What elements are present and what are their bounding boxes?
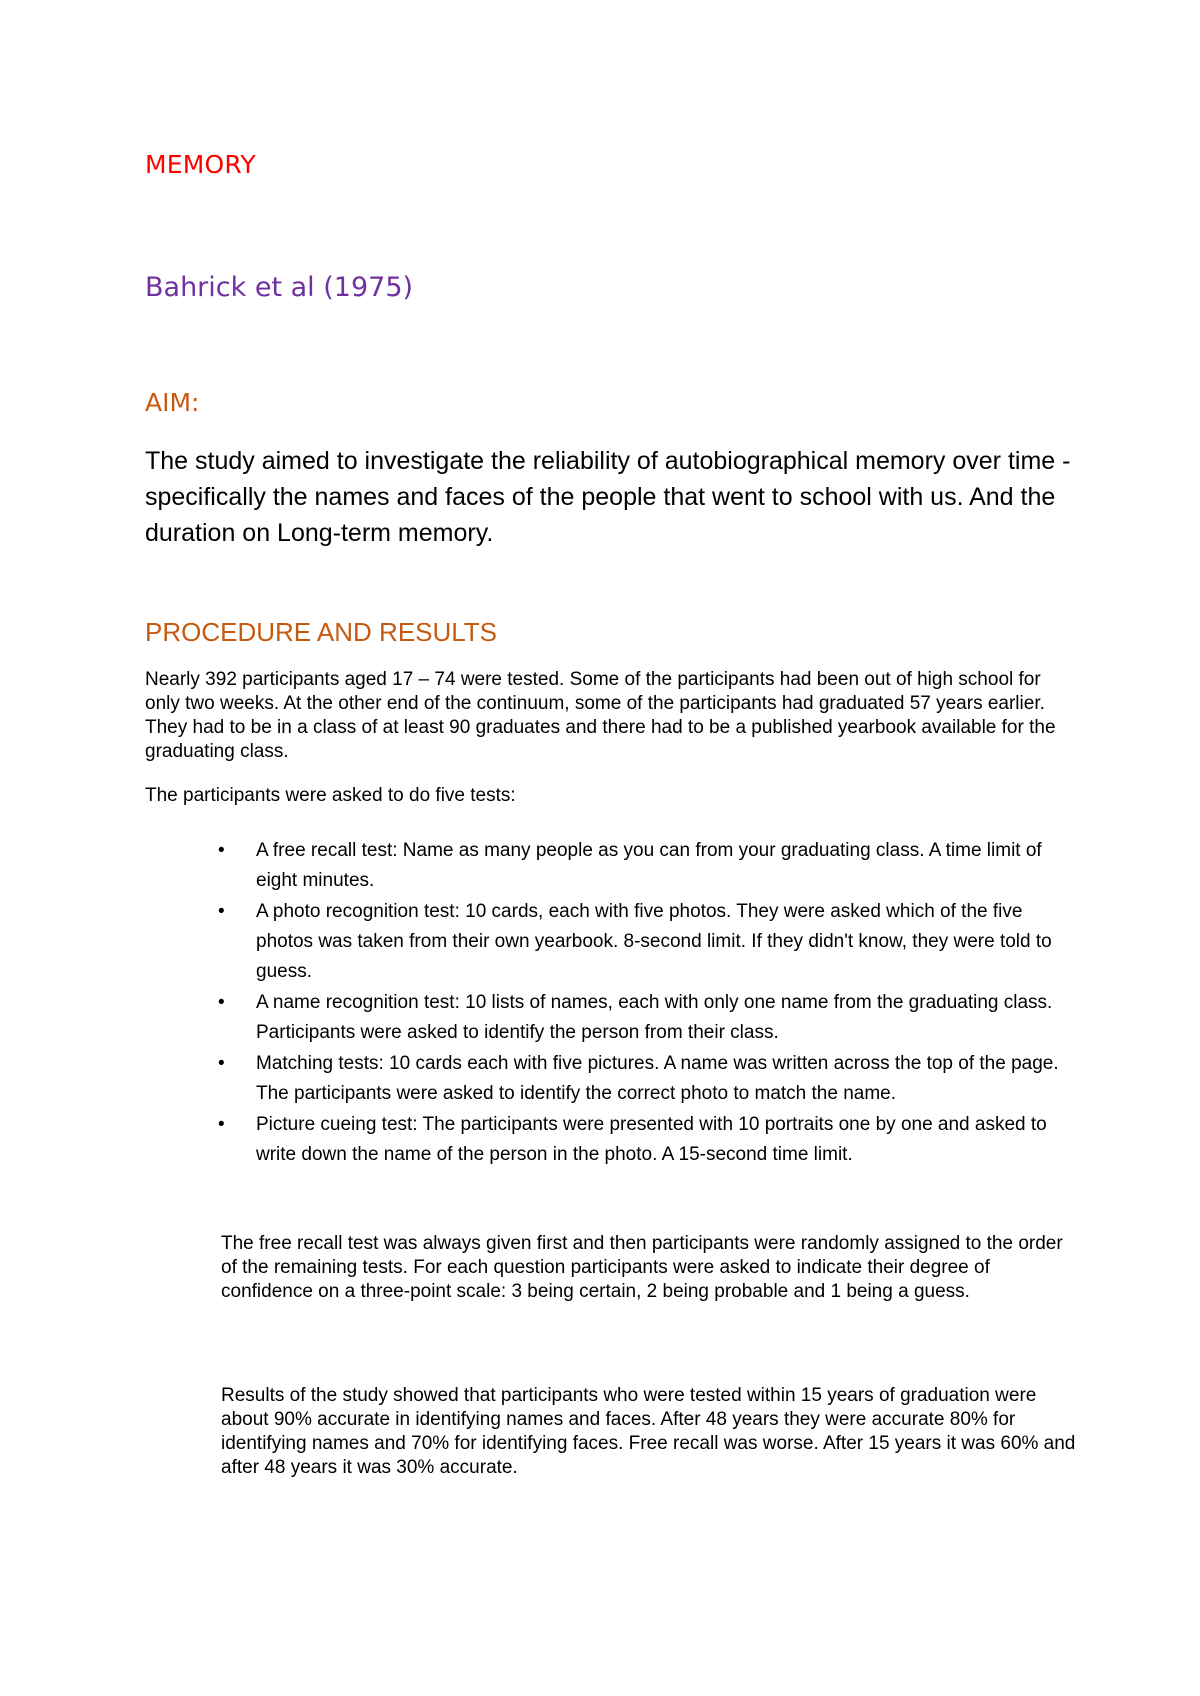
list-item [218, 897, 1078, 987]
list-item-text: A photo recognition test: 10 cards, each with five photos. They were asked which of the five photos was taken from their own yearbook. 8-second limit. If they didn't know, they were told to guess. [256, 901, 1052, 982]
bullet-icon: • [218, 901, 225, 922]
bullet-icon: • [218, 1114, 225, 1135]
aim-heading: AIM: [145, 388, 200, 417]
bullet-icon: • [218, 840, 225, 861]
results-paragraph: Results of the study showed that participants who were tested within 15 years of graduation were about 90% accurate in identifying names and faces. After 48 years they were accurate 80% for identifying names and 70% for identifying faces. Free recall was worse. After 15 years it was 60% and after 48 years it was 30% accurate. [221, 1385, 1076, 1478]
aim-text: The study aimed to investigate the reliability of autobiographical memory over time - specifically the names and faces of the people that went to school with us. And the duration on Long-term memory. [145, 447, 1071, 547]
procedure-heading: PROCEDURE AND RESULTS [145, 617, 498, 647]
list-item-text: A name recognition test: 10 lists of names, each with only one name from the graduating class. Participants were asked to identify the person from their class. [256, 992, 1053, 1043]
tests-intro: The participants were asked to do five tests: [145, 785, 516, 806]
bullet-icon: • [218, 1053, 225, 1074]
test-order-paragraph: The free recall test was always given first and then participants were randomly assigned to the order of the remaining tests. For each question participants were asked to indicate their degree of confidence on a three-point scale: 3 being certain, 2 being probable and 1 being a guess. [221, 1233, 1063, 1302]
bullet-icon: • [218, 992, 225, 1013]
document-title: MEMORY [145, 150, 256, 179]
list-item [218, 1110, 1078, 1170]
list-item [218, 836, 1078, 896]
tests-list [218, 836, 1078, 1171]
list-item [218, 988, 1078, 1048]
study-citation: Bahrick et al (1975) [145, 272, 414, 303]
list-item-text: A free recall test: Name as many people as you can from your graduating class. A time limit of eight minutes. [256, 840, 1042, 891]
list-item-text: Matching tests: 10 cards each with five pictures. A name was written across the top of the page. The participants were asked to identify the correct photo to match the name. [256, 1053, 1059, 1104]
list-item-text: Picture cueing test: The participants were presented with 10 portraits one by one and asked to write down the name of the person in the photo. A 15-second time limit. [256, 1114, 1047, 1165]
procedure-paragraph: Nearly 392 participants aged 17 – 74 were tested. Some of the participants had been out of high school for only two weeks. At the other end of the continuum, some of the participants had graduated 57 years earlier. They had to be in a class of at least 90 graduates and there had to be a published yearbook available for the graduating class. [145, 669, 1056, 762]
list-item [218, 1049, 1078, 1109]
